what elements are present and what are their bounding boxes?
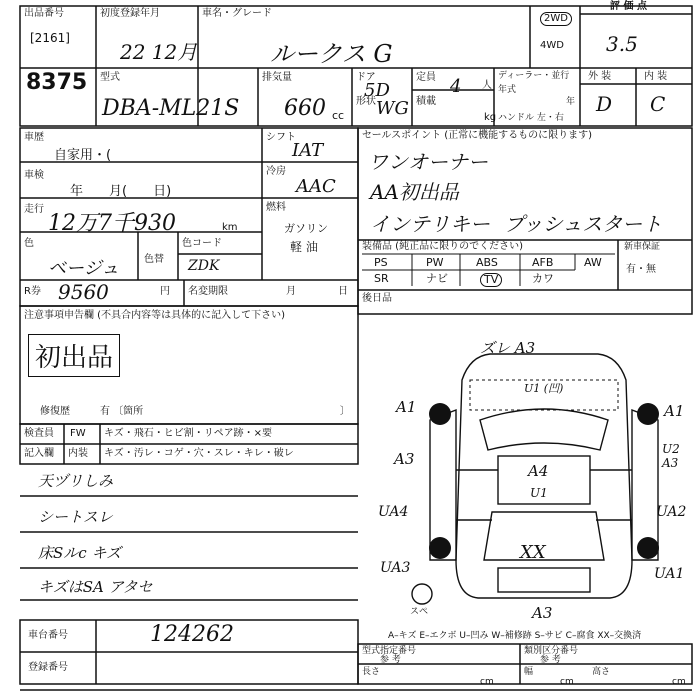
notice-value: 初出品 xyxy=(28,334,120,377)
diagram-mark: U2 xyxy=(662,442,680,456)
interior-label: 内 装 xyxy=(644,71,668,82)
inspection-label: 車検 xyxy=(24,170,44,181)
category-label: 車歴 xyxy=(24,132,44,143)
shape-label: 形状 xyxy=(356,96,376,107)
shift-label: シフト xyxy=(266,132,296,143)
diagram-mark: A1 xyxy=(664,402,685,420)
class-ref: 参 考 xyxy=(540,655,561,665)
doors-value: 5D xyxy=(364,80,390,101)
class-number-label: 類別区分番号 xyxy=(524,646,579,656)
after-items-label: 後日品 xyxy=(362,293,392,304)
mileage-value: 12万7千930 xyxy=(48,211,176,236)
shape-value: WG xyxy=(376,98,409,119)
diagram-mark: UA2 xyxy=(656,504,687,520)
inspector-fw: FW xyxy=(70,428,86,439)
displacement-label: 排気量 xyxy=(262,72,292,83)
score-value: 3.5 xyxy=(606,32,638,56)
color-value: ベージュ xyxy=(48,258,120,279)
repaint-label: 色替 xyxy=(144,254,164,265)
model-label: 型式 xyxy=(100,72,120,83)
interior-value: C xyxy=(650,92,666,116)
diagram-mark: UA3 xyxy=(380,560,411,576)
repair-value: 有 〔箇所 xyxy=(100,406,144,417)
height-label: 高さ xyxy=(592,667,611,677)
namechange-day: 日 xyxy=(338,286,348,297)
equip-item: AW xyxy=(584,256,602,269)
name-grade-label: 車名・グレード xyxy=(202,8,272,19)
recycle-unit: 円 xyxy=(160,286,170,297)
sales-point-item: ワンオーナー xyxy=(368,150,488,174)
repair-close: 〕 xyxy=(340,406,350,417)
category-value: 自家用・( xyxy=(54,148,112,163)
lot-bracket: [2161] xyxy=(30,31,70,45)
score-label: 評 価 点 xyxy=(610,1,647,12)
capacity-unit: 人 xyxy=(482,80,492,91)
equip-item: ABS xyxy=(476,256,498,269)
load-unit: kg xyxy=(484,112,497,123)
first-reg-label: 初度登録年月 xyxy=(100,8,160,19)
first-reg-value: 22 12月 xyxy=(120,40,198,64)
chassis-label: 車台番号 xyxy=(28,630,68,641)
drive-2wd: 2WD xyxy=(540,12,572,26)
new-warranty-value: 有・無 xyxy=(626,264,656,275)
equip-item: AFB xyxy=(532,256,554,269)
equip-item: ナビ xyxy=(426,272,448,285)
diagram-mark: A1 xyxy=(396,398,417,416)
comment-line: キズはSA アタセ xyxy=(38,578,153,596)
diagram-mark: U1 (凹) xyxy=(524,382,564,395)
spec-number-label: 型式指定番号 xyxy=(362,646,417,656)
comment-line: 天ヅリしみ xyxy=(38,472,114,490)
inspection-value: 年 月( 日) xyxy=(70,184,172,199)
width-unit: cm xyxy=(560,677,574,687)
diagram-mark: A4 xyxy=(528,462,549,480)
width-label: 幅 xyxy=(524,667,534,677)
inspector-label: 検査員 xyxy=(24,428,54,439)
equip-item: PW xyxy=(426,256,444,269)
chassis-value: 124262 xyxy=(150,622,234,647)
comment-line: 床Sルc キズ xyxy=(38,544,122,562)
model-value: DBA-ML21S xyxy=(102,96,240,121)
length-label: 長さ xyxy=(362,667,381,677)
exterior-value: D xyxy=(596,92,613,116)
load-label: 積載 xyxy=(416,96,436,107)
diagram-mark: XX xyxy=(520,542,546,563)
equip-item: PS xyxy=(374,256,388,269)
spec-ref: 参 考 xyxy=(380,655,401,665)
model-year-suffix: 年 xyxy=(566,97,576,107)
length-unit: cm xyxy=(480,677,494,687)
color-label: 色 xyxy=(24,238,34,249)
colorcode-value: ZDK xyxy=(188,258,220,274)
handle-label: ハンドル 左・右 xyxy=(498,113,564,123)
repair-label: 修復歴 xyxy=(40,406,70,417)
diagram-mark: ズレ A3 xyxy=(480,339,536,357)
comment-line: シートスレ xyxy=(38,508,113,526)
fuel-diesel: 軽 油 xyxy=(290,240,318,254)
diagram-mark: UA4 xyxy=(378,504,409,520)
exterior-label: 外 装 xyxy=(588,71,612,82)
recycle-value: 9560 xyxy=(58,280,109,304)
fuel-gasoline: ガソリン xyxy=(284,222,328,235)
equip-item: カワ xyxy=(532,272,554,285)
model-year-label: 年式 xyxy=(498,85,517,95)
notice-label: 注意事項申告欄 (不具合内容等は具体的に記入して下さい) xyxy=(24,310,285,321)
recycle-label: R券 xyxy=(24,286,41,297)
capacity-label: 定員 xyxy=(416,72,436,83)
mileage-label: 走行 xyxy=(24,204,44,215)
drive-4wd: 4WD xyxy=(540,40,564,51)
namechange-label: 名変期限 xyxy=(188,286,228,297)
lot-label: 出品番号 xyxy=(24,8,64,19)
sales-point-item: プッシュスタート xyxy=(504,212,663,236)
inspector-interior-items: キズ・汚レ・コゲ・穴・スレ・キレ・破レ xyxy=(104,448,294,459)
height-unit: cm xyxy=(672,677,686,687)
registration-label: 登録番号 xyxy=(28,662,68,673)
sales-point-item: AA初出品 xyxy=(370,180,459,204)
diagram-mark: UA1 xyxy=(654,566,685,582)
shift-value: IAT xyxy=(292,140,324,161)
mileage-unit: km xyxy=(222,222,238,233)
inspector-interior: 内装 xyxy=(68,448,88,459)
diagram-mark: U1 xyxy=(530,486,548,500)
damage-legend: A–キズ E–エクボ U–凹み W–補修跡 S–サビ C–腐食 XX–交換済 xyxy=(388,631,642,641)
namechange-month: 月 xyxy=(286,286,296,297)
sales-points-label: セールスポイント (正常に機能するものに限ります) xyxy=(362,130,593,141)
equip-item: SR xyxy=(374,272,389,285)
wheels xyxy=(429,403,659,559)
aircon-label: 冷房 xyxy=(266,166,286,177)
spare-tire-label: スペ xyxy=(410,607,429,617)
name-grade-value: ルークス G xyxy=(270,40,393,68)
displacement-unit: cc xyxy=(332,109,345,122)
equip-item: TV xyxy=(480,273,502,287)
diagram-mark: A3 xyxy=(532,604,553,622)
new-warranty-label: 新車保証 xyxy=(624,242,661,252)
lot-number: 8375 xyxy=(26,70,88,95)
diagram-mark: A3 xyxy=(662,456,679,470)
aircon-value: AAC xyxy=(296,176,336,197)
diagram-mark: A3 xyxy=(394,450,415,468)
dealer-label: ディーラー・並行 xyxy=(498,71,570,81)
displacement-value: 660 xyxy=(284,96,326,121)
capacity-value: 4 xyxy=(450,76,462,97)
recorder-label: 記入欄 xyxy=(24,448,54,459)
fuel-label: 燃料 xyxy=(266,202,286,213)
sales-point-item: インテリキー xyxy=(370,212,490,236)
inspector-fw-items: キズ・飛石・ヒビ割・リペア跡・×要 xyxy=(104,428,272,439)
equipment-label: 装備品 (純正品に限りのでください) xyxy=(362,241,523,252)
doors-label: ドア xyxy=(356,72,376,83)
colorcode-label: 色コード xyxy=(182,238,222,249)
